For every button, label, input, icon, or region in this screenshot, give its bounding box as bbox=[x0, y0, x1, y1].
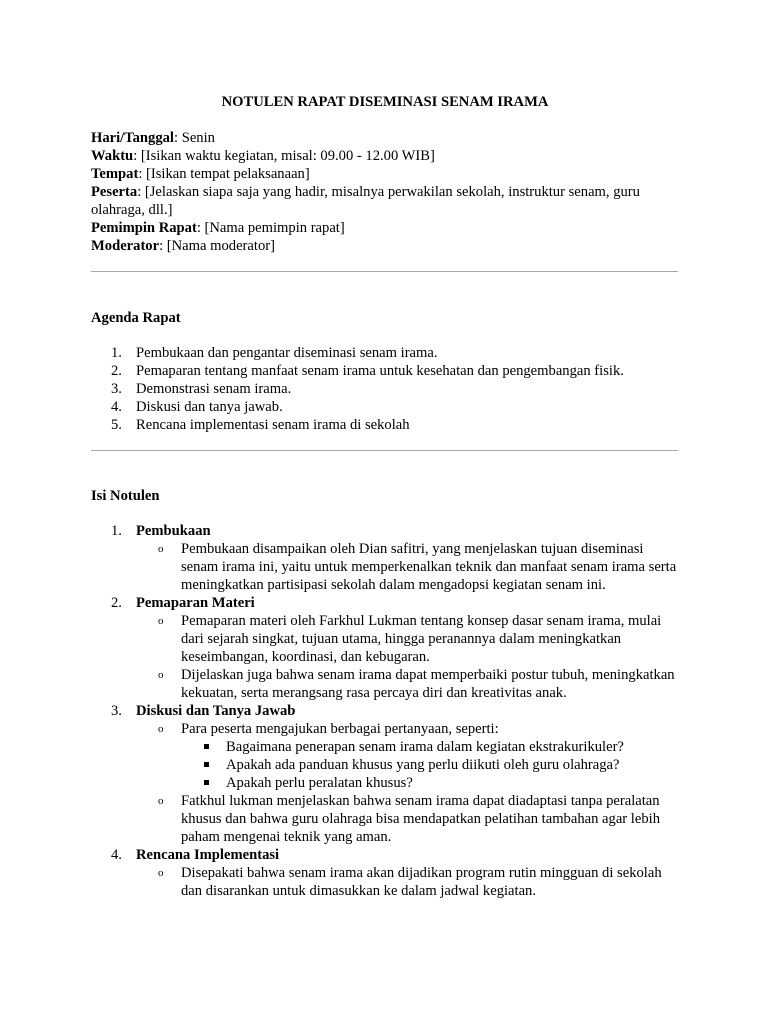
notulen-section bbox=[91, 846, 681, 900]
agenda-item bbox=[91, 398, 681, 416]
question-item bbox=[91, 756, 681, 774]
square-bullet-icon bbox=[204, 762, 209, 767]
document-title: NOTULEN RAPAT DISEMINASI SENAM IRAMA bbox=[221, 94, 549, 110]
question-text: Apakah perlu peralatan khusus? bbox=[226, 775, 413, 791]
agenda-item-text: Rencana implementasi senam irama di sekolah bbox=[136, 417, 410, 433]
section-title: Rencana Implementasi bbox=[136, 847, 280, 863]
item-number: 1. bbox=[111, 345, 122, 361]
circle-bullet-icon: o bbox=[158, 615, 164, 627]
notulen-list bbox=[91, 522, 681, 900]
question-text: Apakah ada panduan khusus yang perlu diikuti oleh guru olahraga? bbox=[226, 757, 620, 773]
meta-value: : Senin bbox=[174, 130, 215, 146]
meta-label: Moderator bbox=[91, 238, 160, 254]
meta-line-day bbox=[91, 129, 681, 147]
question-item bbox=[91, 774, 681, 792]
agenda-item-text: Pemaparan tentang manfaat senam irama untuk kesehatan dan pengembangan fisik. bbox=[136, 363, 624, 379]
meta-value: : [Isikan tempat pelaksanaan] bbox=[138, 166, 310, 182]
section-point bbox=[91, 720, 681, 792]
circle-bullet-icon: o bbox=[158, 795, 164, 807]
meta-label: Hari/Tanggal bbox=[91, 130, 174, 146]
notulen-heading: Isi Notulen bbox=[91, 488, 160, 504]
circle-bullet-icon: o bbox=[158, 669, 164, 681]
meta-value: : [Nama pemimpin rapat] bbox=[196, 220, 345, 236]
meta-line-leader bbox=[91, 219, 681, 237]
circle-bullet-icon: o bbox=[158, 723, 164, 735]
circle-bullet-icon: o bbox=[158, 867, 164, 879]
question-text: Bagaimana penerapan senam irama dalam kegiatan ekstrakurikuler? bbox=[226, 739, 624, 755]
agenda-heading: Agenda Rapat bbox=[91, 310, 181, 326]
square-bullet-icon bbox=[204, 744, 209, 749]
notulen-section bbox=[91, 594, 681, 702]
agenda-item bbox=[91, 380, 681, 398]
meta-value: : [Isikan waktu kegiatan, misal: 09.00 - 12.00 WIB] bbox=[133, 148, 435, 164]
agenda-item-text: Demonstrasi senam irama. bbox=[136, 381, 292, 397]
meta-value: : [Nama moderator] bbox=[159, 238, 275, 254]
meta-label: Peserta bbox=[91, 184, 138, 200]
section-point bbox=[91, 864, 681, 900]
agenda-list bbox=[91, 344, 681, 434]
agenda-item-text: Diskusi dan tanya jawab. bbox=[136, 399, 283, 415]
meta-label: Tempat bbox=[91, 166, 139, 182]
meta-line-place bbox=[91, 165, 681, 183]
section-number: 2. bbox=[111, 595, 122, 611]
agenda-item bbox=[91, 344, 681, 362]
section-point bbox=[91, 612, 681, 666]
section-point bbox=[91, 792, 681, 846]
meta-label: Waktu bbox=[91, 148, 134, 164]
item-number: 4. bbox=[111, 399, 122, 415]
question-item bbox=[91, 738, 681, 756]
item-number: 5. bbox=[111, 417, 122, 433]
section-point bbox=[91, 540, 681, 594]
meta-line-participants bbox=[91, 183, 681, 219]
section-number: 3. bbox=[111, 703, 122, 719]
section-title: Pemaparan Materi bbox=[136, 595, 255, 611]
point-text: Dijelaskan juga bahwa senam irama dapat memperbaiki postur tubuh, meningkatkan kekuatan, serta merangsang rasa percaya diri dan kreativitas anak. bbox=[181, 667, 675, 701]
item-number: 3. bbox=[111, 381, 122, 397]
section-point bbox=[91, 666, 681, 702]
point-text: Pembukaan disampaikan oleh Dian safitri, yang menjelaskan tujuan diseminasi senam irama ini, yaitu untuk memperkenalkan teknik dan manfaat senam irama serta meningkatkan partisipasi sekolah dalam mengadopsi kegiatan senam ini. bbox=[181, 541, 677, 593]
item-number: 2. bbox=[111, 363, 122, 379]
point-text: Para peserta mengajukan berbagai pertanyaan, seperti: bbox=[181, 721, 499, 737]
meeting-info bbox=[91, 129, 681, 255]
agenda-item bbox=[91, 362, 681, 380]
section-number: 1. bbox=[111, 523, 122, 539]
agenda-item bbox=[91, 416, 681, 434]
notulen-section bbox=[91, 522, 681, 594]
square-bullet-icon bbox=[204, 780, 209, 785]
horizontal-divider bbox=[91, 271, 678, 272]
meta-value: : [Jelaskan siapa saja yang hadir, misalnya perwakilan sekolah, instruktur senam, guru olahraga, dll.] bbox=[91, 184, 640, 218]
horizontal-divider bbox=[91, 450, 678, 451]
point-text: Pemaparan materi oleh Farkhul Lukman tentang konsep dasar senam irama, mulai dari sejarah singkat, tujuan utama, hingga peranannya dalam meningkatkan keseimbangan, koordinasi, dan kebugaran. bbox=[181, 613, 662, 665]
section-title: Pembukaan bbox=[136, 523, 211, 539]
meta-label: Pemimpin Rapat bbox=[91, 220, 197, 236]
notulen-section bbox=[91, 702, 681, 846]
circle-bullet-icon: o bbox=[158, 543, 164, 555]
meta-line-time bbox=[91, 147, 681, 165]
agenda-item-text: Pembukaan dan pengantar diseminasi senam irama. bbox=[136, 345, 438, 361]
meta-line-moderator bbox=[91, 237, 681, 255]
section-title: Diskusi dan Tanya Jawab bbox=[136, 703, 296, 719]
section-number: 4. bbox=[111, 847, 122, 863]
point-text: Fatkhul lukman menjelaskan bahwa senam irama dapat diadaptasi tanpa peralatan khusus dan bahwa guru olahraga bisa mendapatkan pelatihan tambahan agar lebih paham mengenai teknik yang aman. bbox=[181, 793, 660, 845]
point-text: Disepakati bahwa senam irama akan dijadikan program rutin mingguan di sekolah dan disarankan untuk dimasukkan ke dalam jadwal kegiatan. bbox=[181, 865, 662, 899]
